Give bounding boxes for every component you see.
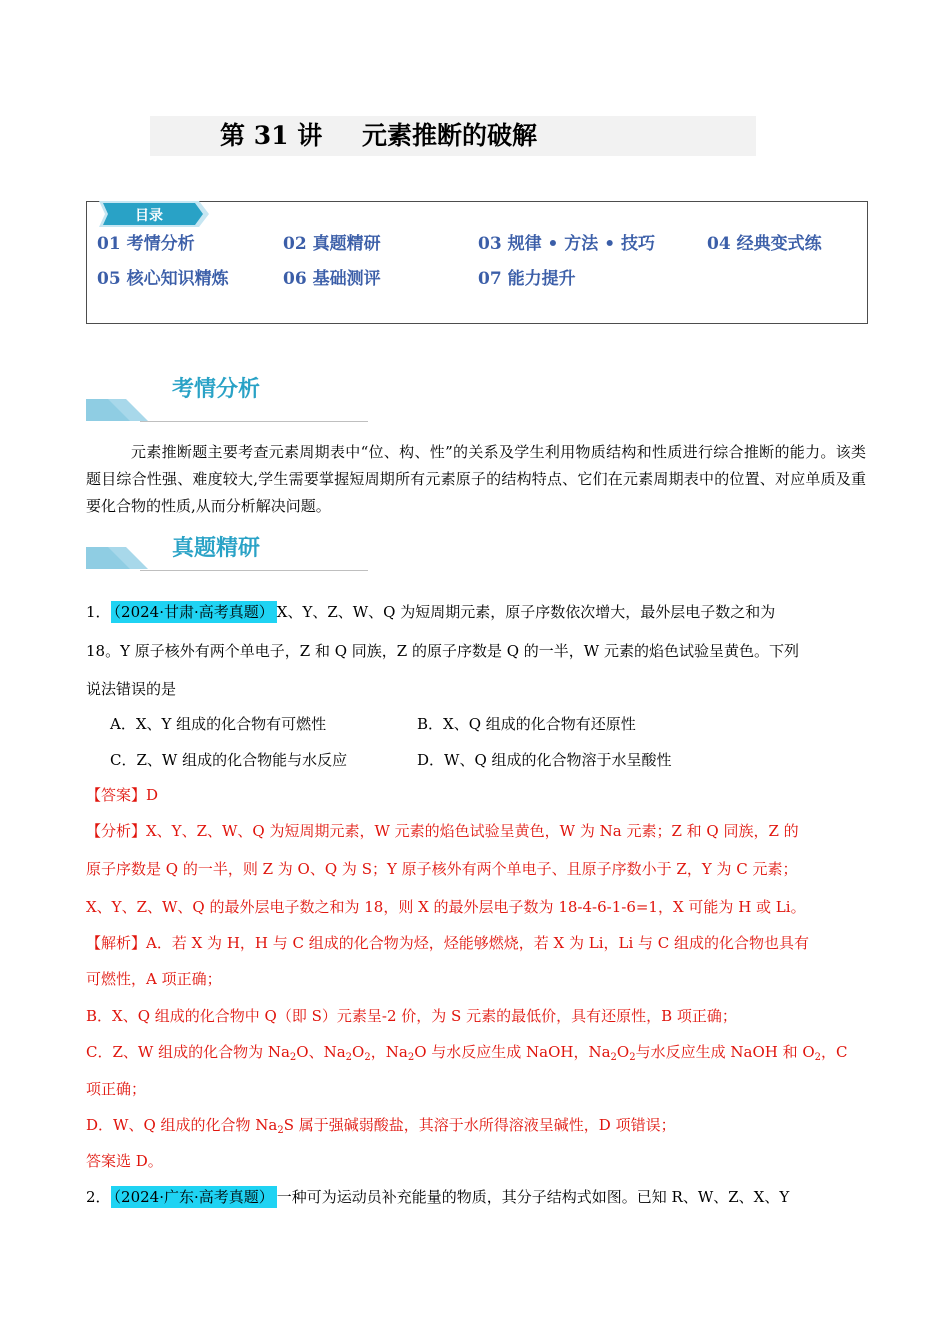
subscript: 2 — [289, 1052, 297, 1063]
q1-option-d: D．W、Q 组成的化合物溶于水呈酸性 — [417, 751, 672, 769]
text-segment: O 与水反应生成 NaOH，Na — [414, 1043, 611, 1061]
q2-stem-text: 一种可为运动员补充能量的物质，其分子结构式如图。已知 R、W、Z、X、Y — [276, 1188, 790, 1206]
text-segment: ，Na — [370, 1043, 408, 1061]
subscript: 2 — [364, 1052, 371, 1063]
text-segment: C．Z、W 组成的化合物为 Na — [86, 1043, 290, 1061]
q1-stem-line1 — [86, 601, 775, 622]
subscript: 2 — [345, 1052, 353, 1063]
toc-item-core-knowledge[interactable]: 05 核心知识精炼 — [97, 269, 229, 289]
table-of-contents — [86, 201, 868, 324]
section-title-analysis: 考情分析 — [172, 377, 261, 402]
subscript: 2 — [610, 1052, 617, 1063]
q1-explanation-line4 — [86, 1041, 848, 1062]
q1-explanation-line6 — [86, 1114, 676, 1135]
text-segment: D．W、Q 组成的化合物 Na — [86, 1116, 278, 1134]
text-segment: O — [616, 1043, 630, 1061]
section-header-real-questions — [86, 536, 368, 583]
lecture-name: 元素推断的破解 — [362, 121, 538, 150]
toc-item-analysis[interactable]: 01 考情分析 — [97, 234, 195, 254]
section-divider — [140, 421, 368, 422]
toc-badge-label: 目录 — [135, 208, 163, 224]
q1-option-c: C．Z、W 组成的化合物能与水反应 — [110, 751, 348, 769]
toc-item-improvement[interactable]: 07 能力提升 — [478, 269, 576, 289]
text-segment: O、Na — [296, 1043, 346, 1061]
q1-source-tag: （2024·甘肃·高考真题） — [111, 601, 277, 623]
q2-stem-line1 — [86, 1186, 789, 1207]
q2-source-tag: （2024·广东·高考真题） — [111, 1186, 277, 1208]
q1-analysis-line2: 原子序数是 Q 的一半，则 Z 为 O、Q 为 S；Y 原子核外有两个单电子、且原子序数小于 Z，Y 为 C 元素； — [86, 860, 798, 878]
q1-answer: 【答案】D — [86, 786, 159, 804]
q1-explanation-line1: 【解析】A．若 X 为 H，H 与 C 组成的化合物为烃，烃能够燃烧，若 X 为 Li，Li 与 C 组成的化合物也具有 — [86, 934, 810, 952]
q1-stem-line2: 18。Y 原子核外有两个单电子，Z 和 Q 同族，Z 的原子序数是 Q 的一半，W 元素的焰色试验呈黄色。下列 — [86, 642, 799, 660]
analysis-paragraph: 元素推断题主要考查元素周期表中“位、构、性”的关系及学生利用物质结构和性质进行综合推断的能力。该类题目综合性强、难度较大,学生需要掌握短周期所有元素原子的结构特点、它们在元素周期表中的位置、对应单质及重要化合物的性质,从而分析解决问题。 — [86, 443, 866, 515]
section-header-analysis — [86, 377, 368, 424]
section-title-real-questions: 真题精研 — [172, 536, 261, 561]
subscript: 2 — [277, 1125, 284, 1136]
q2-number: 2． — [86, 1188, 111, 1206]
q1-explanation-line3: B．X、Q 组成的化合物中 Q（即 S）元素呈-2 价，为 S 元素的最低价，具有还原性，B 项正确； — [86, 1007, 737, 1025]
text-segment: ，C — [821, 1043, 848, 1061]
subscript: 2 — [629, 1052, 636, 1063]
toc-item-basic-test[interactable]: 06 基础测评 — [283, 269, 381, 289]
section-divider — [140, 570, 368, 571]
q1-explanation-line2: 可燃性，A 项正确； — [86, 970, 222, 988]
q1-number: 1． — [86, 603, 111, 621]
q1-option-a: A．X、Y 组成的化合物有可燃性 — [110, 715, 327, 733]
q1-analysis-line1: 【分析】X、Y、Z、W、Q 为短周期元素，W 元素的焰色试验呈黄色，W 为 Na 元素；Z 和 Q 同族，Z 的 — [86, 822, 799, 840]
text-segment: O — [352, 1043, 365, 1061]
toc-item-variants[interactable]: 04 经典变式练 — [707, 234, 822, 254]
subscript: 2 — [814, 1052, 822, 1063]
toc-item-real-questions[interactable]: 02 真题精研 — [283, 234, 381, 254]
q1-stem-text: X、Y、Z、W、Q 为短周期元素，原子序数依次增大，最外层电子数之和为 — [276, 603, 776, 621]
q1-option-b: B．X、Q 组成的化合物有还原性 — [417, 715, 636, 733]
q1-analysis-line3: X、Y、Z、W、Q 的最外层电子数之和为 18，则 X 的最外层电子数为 18-4-6-1-6=1，X 可能为 H 或 Li。 — [86, 898, 806, 916]
page-title — [150, 116, 756, 156]
toc-item-methods[interactable]: 03 规律 • 方法 • 技巧 — [478, 234, 655, 254]
subscript: 2 — [407, 1052, 415, 1063]
q1-explanation-line5: 项正确； — [86, 1080, 147, 1098]
text-segment: S 属于强碱弱酸盐，其溶于水所得溶液呈碱性，D 项错误； — [283, 1116, 676, 1134]
q1-stem-line3: 说法错误的是 — [86, 680, 177, 698]
lecture-number: 第 31 讲 — [220, 121, 323, 150]
text-segment: 与水反应生成 NaOH 和 O — [635, 1043, 815, 1061]
q1-final-answer: 答案选 D。 — [86, 1152, 163, 1170]
